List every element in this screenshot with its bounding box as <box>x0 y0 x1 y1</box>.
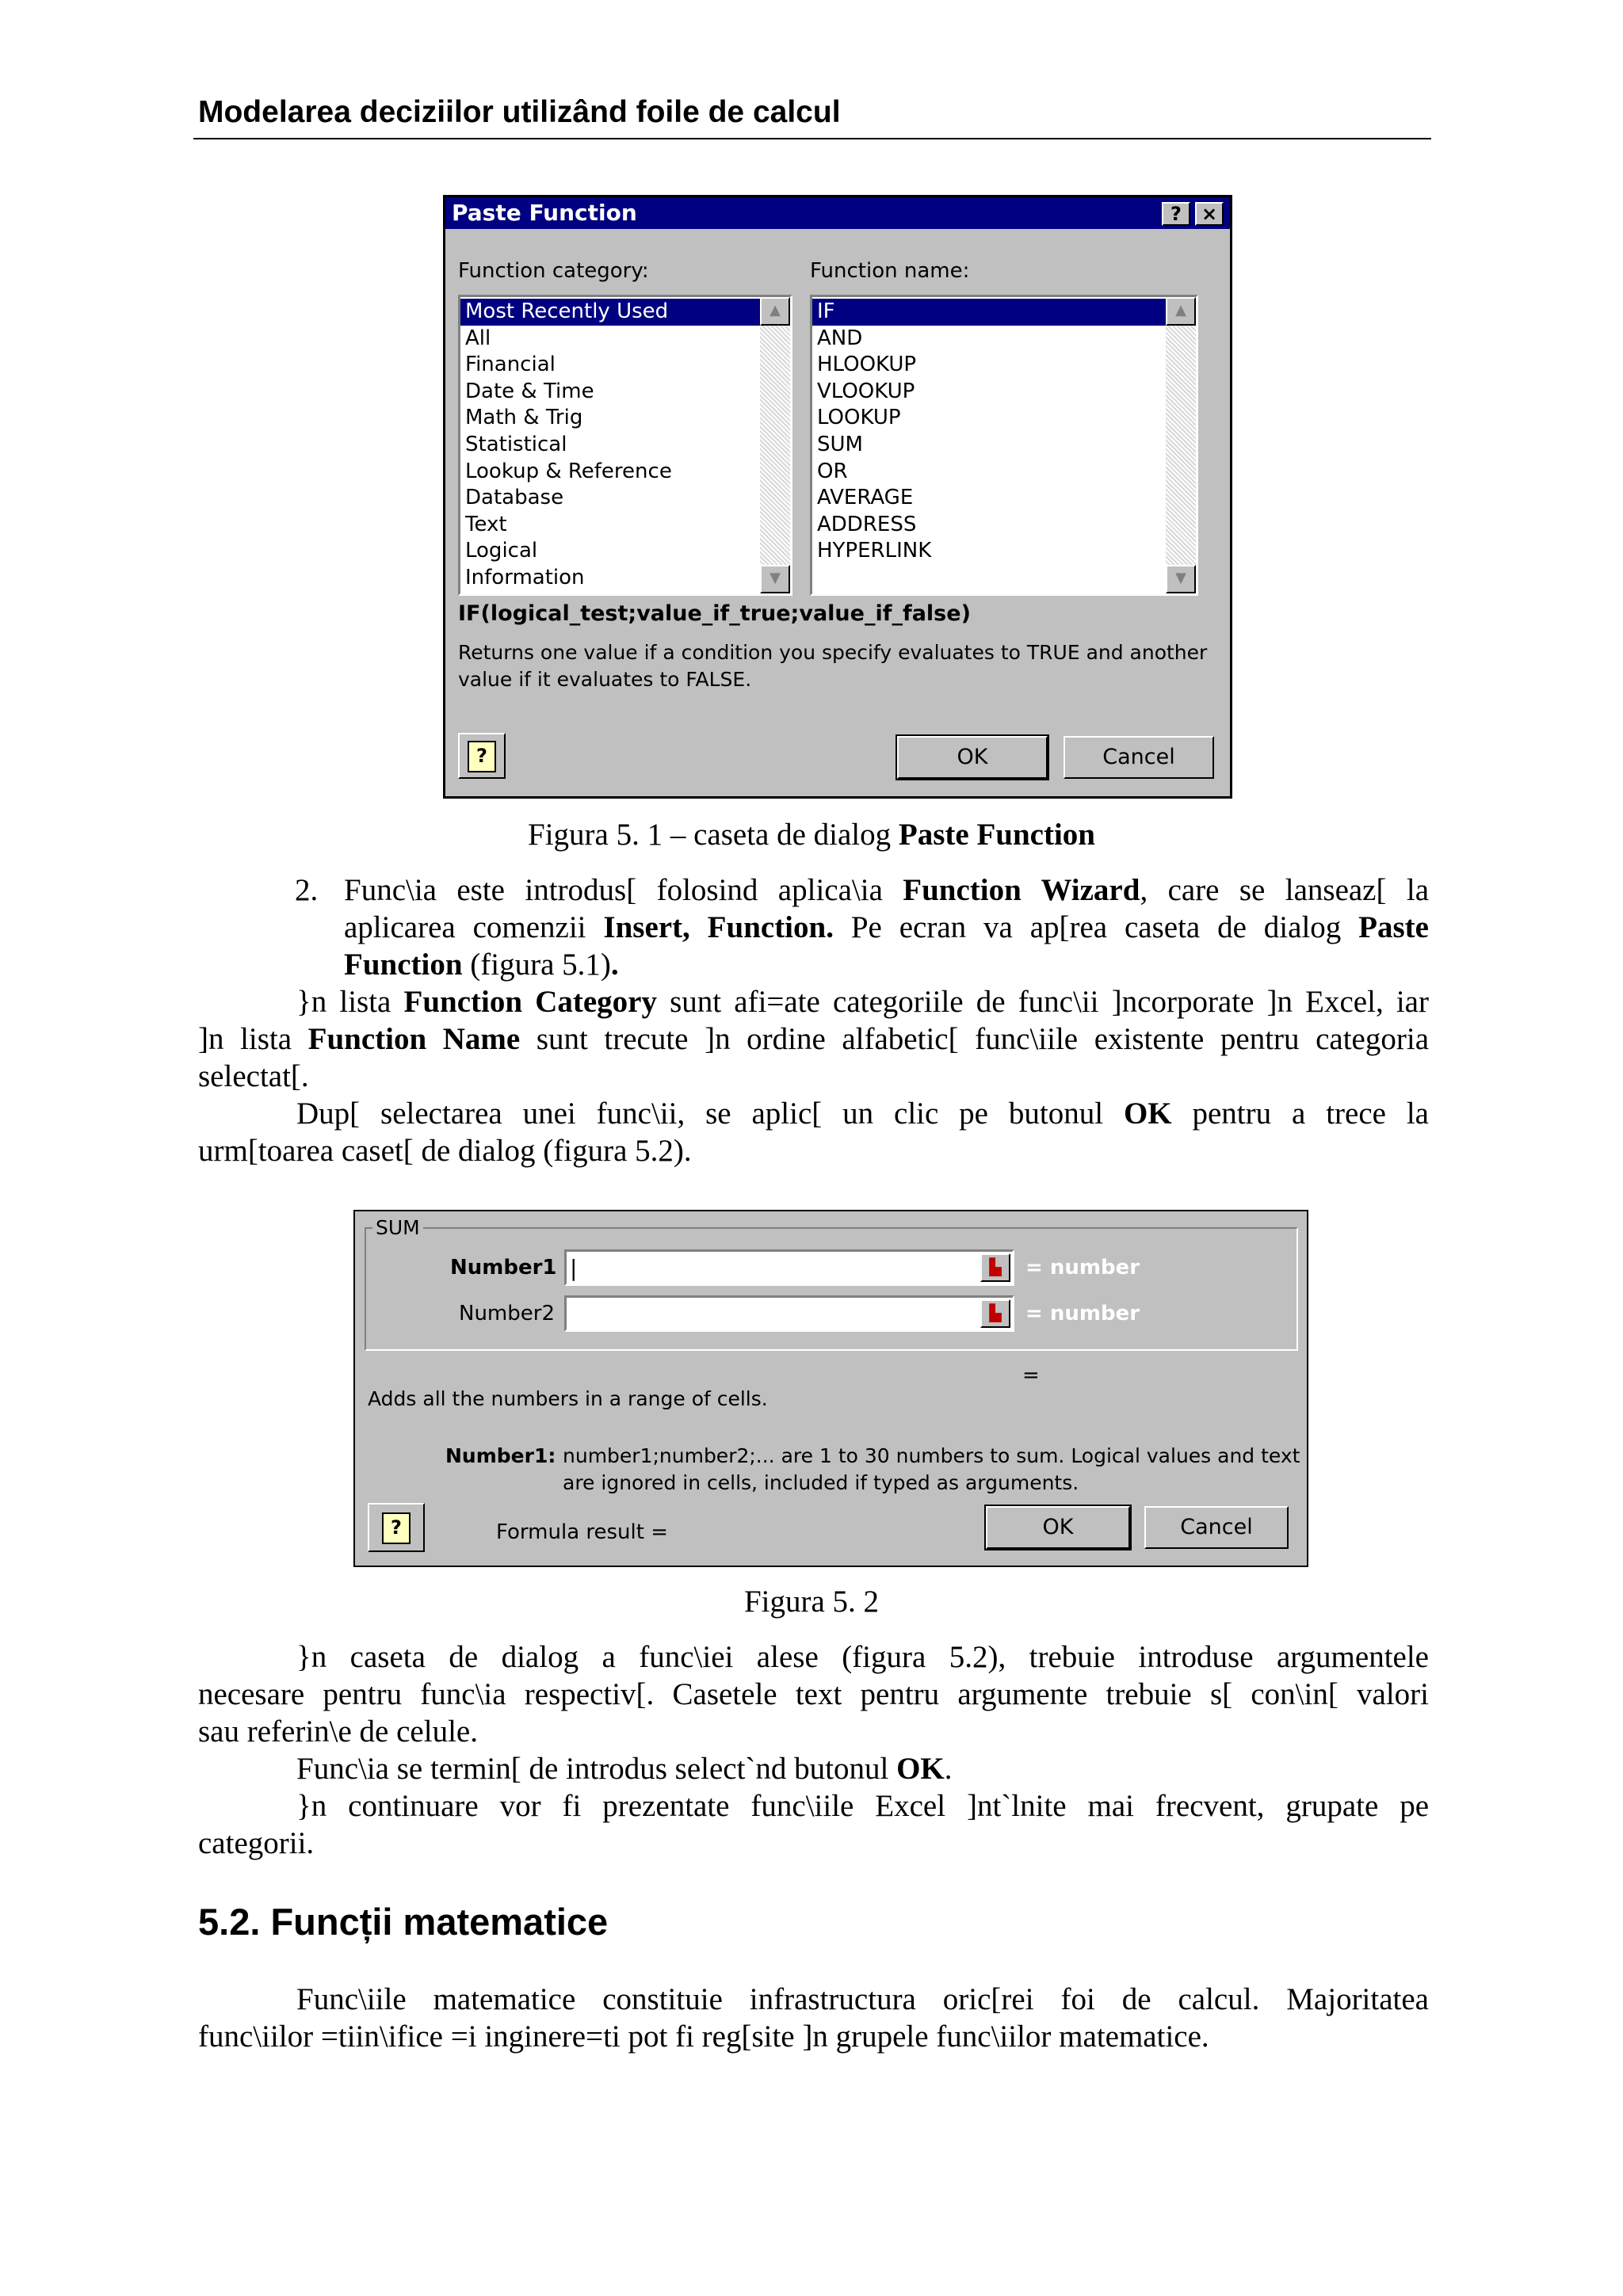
function-category-label: Function category: <box>458 259 649 283</box>
argument-description-line2: are ignored in cells, included if typed as arguments. <box>563 1471 1079 1494</box>
collapse-dialog-icon[interactable]: ▙ <box>980 1253 1010 1282</box>
category-list-item[interactable]: Lookup & Reference <box>465 459 672 483</box>
function-list-item[interactable]: AND <box>817 326 863 350</box>
function-list-item[interactable]: SUM <box>817 432 863 456</box>
function-list-item[interactable]: ADDRESS <box>817 512 917 536</box>
running-header: Modelarea deciziilor utilizând foile de calcul <box>198 95 841 129</box>
category-list-item[interactable]: All <box>465 326 491 350</box>
function-description-line2: value if it evaluates to FALSE. <box>458 668 752 691</box>
number1-result: = number <box>1025 1256 1140 1280</box>
paragraph-7: }n continuare vor fi prezentate func\iile Excel ]nt`lnite mai frecvent, grupate pe categorii. <box>198 1789 1429 1860</box>
scroll-down-icon[interactable]: ▼ <box>760 565 790 593</box>
dialog-title: Paste Function <box>452 200 637 226</box>
section-heading: 5.2. Funcții matematice <box>198 1901 609 1943</box>
function-scrollbar[interactable] <box>1166 297 1196 593</box>
function-description-line1: Returns one value if a condition you specify evaluates to TRUE and another <box>458 641 1208 664</box>
help-icon: ? <box>468 741 496 772</box>
sum-group-box <box>365 1227 1298 1351</box>
function-list-item[interactable]: OR <box>817 459 848 483</box>
office-assistant-button[interactable] <box>368 1503 425 1552</box>
category-list-item[interactable]: Date & Time <box>465 379 594 403</box>
category-list-item[interactable]: Logical <box>465 539 538 563</box>
cancel-button[interactable]: Cancel <box>1064 736 1214 779</box>
scroll-up-icon[interactable]: ▲ <box>1166 297 1196 326</box>
function-name-label: Function name: <box>810 259 970 283</box>
function-list-item[interactable]: HYPERLINK <box>817 539 932 563</box>
help-icon: ? <box>382 1512 411 1544</box>
function-list-item[interactable]: HLOOKUP <box>817 353 917 377</box>
paragraph-5: }n caseta de dialog a func\iei alese (figura 5.2), trebuie introduse argumentele necesare pentru func\ia respectiv[. Casetele text pentru argumente trebuie s[ con\in[ valori sau referin\e de celule. <box>198 1640 1429 1749</box>
number1-label: Number1 <box>450 1256 557 1280</box>
number2-input[interactable] <box>564 1295 1014 1332</box>
help-title-button[interactable]: ? <box>1162 202 1190 226</box>
function-list-item[interactable]: VLOOKUP <box>817 379 915 403</box>
paragraph-6: Func\ia se termin[ de introdus select`nd butonul OK. <box>296 1752 953 1786</box>
ok-button[interactable]: OK <box>986 1506 1130 1549</box>
number2-label: Number2 <box>459 1302 555 1325</box>
scroll-down-icon[interactable]: ▼ <box>1166 565 1196 593</box>
category-list-item[interactable]: Math & Trig <box>465 406 583 430</box>
function-name-list[interactable] <box>810 295 1198 596</box>
paragraph-2: Func\ia este introdus[ folosind aplica\ia Function Wizard, care se lanseaz[ la aplicarea comenzii Insert, Function. Pe ecran va ap[rea caseta de dialog Paste Function (figura 5.1). <box>344 873 1430 982</box>
function-list-item[interactable]: LOOKUP <box>817 406 901 430</box>
paragraph-4: Dup[ selectarea unei func\ii, se aplic[ un clic pe butonul OK pentru a trece la urm[toarea caset[ de dialog (figura 5.2). <box>198 1097 1429 1168</box>
paragraph-8: Func\iile matematice constituie infrastructura oric[rei foi de calcul. Majoritatea func\iilor =tiin\ifice =i inginere=ti pot fi reg[site ]n grupele func\iilor matematice. <box>198 1982 1429 2054</box>
function-list-item[interactable]: IF <box>812 299 1196 326</box>
category-list-item[interactable]: Financial <box>465 353 556 377</box>
function-category-list[interactable] <box>458 295 792 596</box>
category-list-item[interactable]: Database <box>465 486 564 510</box>
header-rule <box>193 138 1431 139</box>
function-description: Adds all the numbers in a range of cells. <box>368 1387 768 1410</box>
number2-result: = number <box>1025 1302 1140 1325</box>
function-arguments-dialog <box>353 1210 1308 1567</box>
category-list-item[interactable]: Text <box>465 512 507 536</box>
category-list-item[interactable]: Information <box>465 565 585 589</box>
figure-5-1-caption: Figura 5. 1 – caseta de dialog Paste Function <box>528 818 1095 852</box>
category-list-item[interactable]: Most Recently Used <box>460 299 790 326</box>
ok-button[interactable]: OK <box>897 736 1048 779</box>
number1-input[interactable]: | ▙ <box>564 1249 1014 1286</box>
paste-function-dialog <box>443 195 1232 799</box>
category-list-item[interactable]: Statistical <box>465 432 567 456</box>
cancel-button[interactable]: Cancel <box>1144 1506 1289 1549</box>
figure-5-2-caption: Figura 5. 2 <box>743 1585 880 1619</box>
argument-description-line1: number1;number2;... are 1 to 30 numbers to sum. Logical values and text <box>563 1444 1300 1467</box>
collapse-dialog-icon[interactable]: ▙ <box>980 1299 1010 1328</box>
dialog-titlebar <box>445 197 1230 229</box>
category-scrollbar[interactable] <box>760 297 790 593</box>
function-result: = <box>1022 1363 1040 1387</box>
office-assistant-button[interactable] <box>458 733 506 779</box>
sum-group-label: SUM <box>372 1216 423 1239</box>
scroll-up-icon[interactable]: ▲ <box>760 297 790 326</box>
function-syntax: IF(logical_test;value_if_true;value_if_false) <box>458 601 971 626</box>
formula-result: Formula result = <box>496 1520 669 1544</box>
close-button[interactable]: × <box>1195 202 1224 226</box>
argument-name: Number1: <box>445 1444 556 1467</box>
paragraph-3: }n lista Function Category sunt afi=ate categoriile de func\ii ]ncorporate ]n Excel, iar ]n lista Function Name sunt trecute ]n ordine alfabetic[ func\iile existente pentru categoria selectat[. <box>198 985 1429 1093</box>
function-list-item[interactable]: AVERAGE <box>817 486 914 510</box>
list-number: 2. <box>295 873 319 907</box>
